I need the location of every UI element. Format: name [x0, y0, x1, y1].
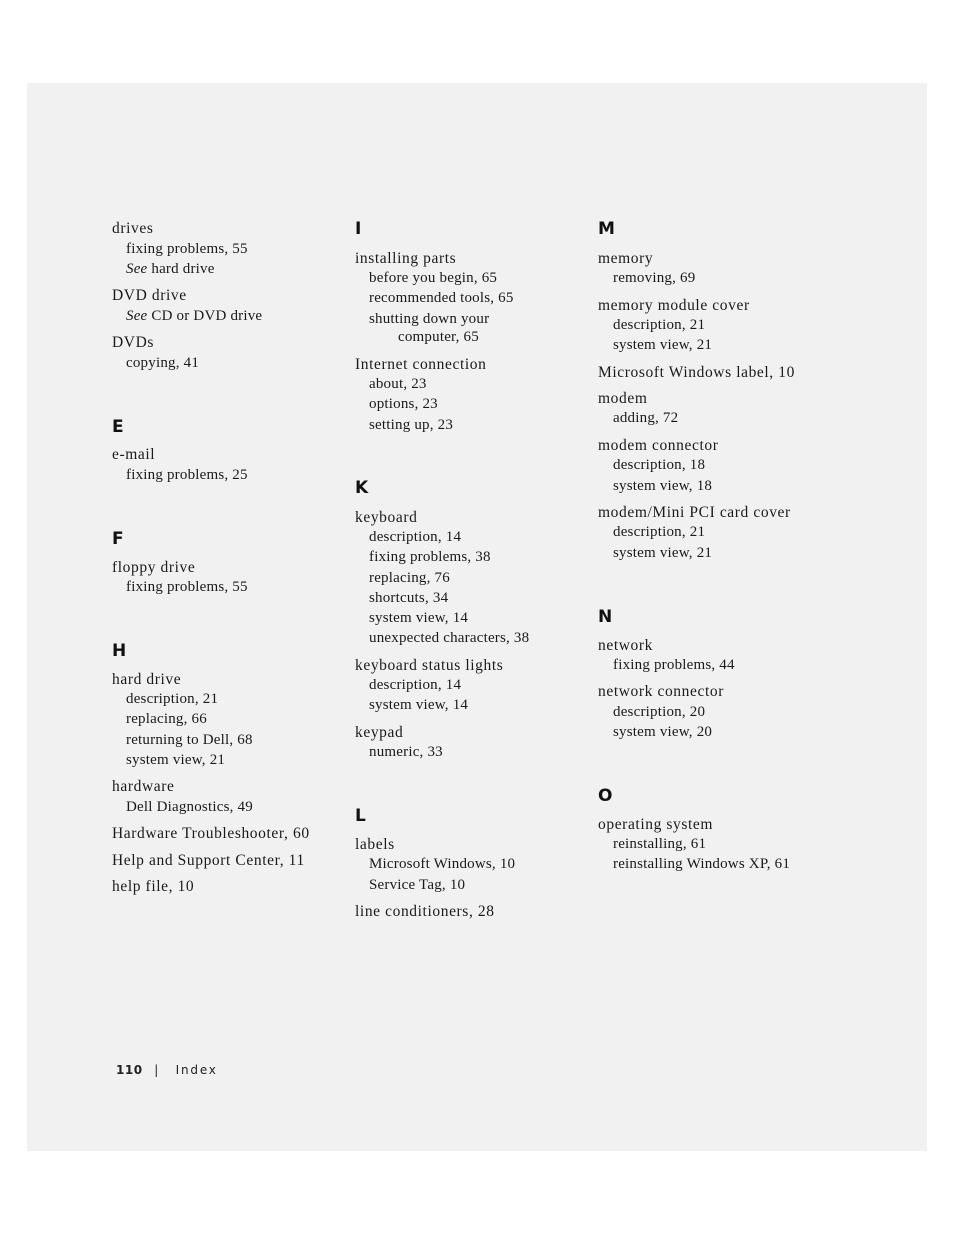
index-subentry: description, 20	[613, 704, 706, 720]
index-subentry-continuation: computer, 65	[398, 329, 479, 345]
section-heading-l: L	[355, 806, 366, 826]
index-subentry: fixing problems, 25	[126, 467, 248, 483]
index-entry: modem	[598, 390, 648, 407]
index-subentry: description, 21	[613, 524, 706, 540]
index-entry: Microsoft Windows label, 10	[598, 364, 795, 381]
index-subentry: setting up, 23	[369, 417, 454, 433]
index-subentry: copying, 41	[126, 355, 200, 371]
index-entry: keypad	[355, 724, 404, 741]
index-page	[27, 83, 927, 1151]
index-entry: floppy drive	[112, 559, 196, 576]
index-entry: help file, 10	[112, 878, 195, 895]
index-subentry: description, 21	[613, 317, 706, 333]
index-subentry: shortcuts, 34	[369, 590, 449, 606]
index-entry: network connector	[598, 683, 724, 700]
index-subentry: system view, 14	[369, 697, 469, 713]
index-entry: DVD drive	[112, 287, 187, 304]
see-target: hard drive	[151, 261, 215, 277]
index-entry: memory	[598, 250, 654, 267]
index-subentry: system view, 21	[126, 752, 226, 768]
section-heading-o: O	[598, 786, 613, 806]
footer-separator: |	[154, 1063, 161, 1077]
index-entry: installing parts	[355, 250, 457, 267]
index-entry: memory module cover	[598, 297, 750, 314]
index-subentry: Dell Diagnostics, 49	[126, 799, 253, 815]
index-subentry: before you begin, 65	[369, 270, 498, 286]
index-subentry: reinstalling Windows XP, 61	[613, 856, 791, 872]
footer-section-label: Index	[175, 1063, 218, 1077]
index-see-reference	[126, 309, 262, 324]
index-subentry: description, 14	[369, 529, 462, 545]
section-heading-i: I	[355, 219, 362, 239]
index-entry: keyboard status lights	[355, 657, 504, 674]
index-entry: keyboard	[355, 509, 418, 526]
section-heading-e: E	[112, 417, 124, 437]
index-entry: modem/Mini PCI card cover	[598, 504, 791, 521]
index-entry: network	[598, 637, 653, 654]
page-number: 110	[116, 1063, 143, 1077]
index-entry: hard drive	[112, 671, 182, 688]
index-subentry: fixing problems, 44	[613, 657, 735, 673]
index-subentry: fixing problems, 55	[126, 579, 248, 595]
section-heading-m: M	[598, 219, 615, 239]
index-entry: e-mail	[112, 446, 156, 463]
see-word: See	[126, 308, 148, 324]
index-subentry: numeric, 33	[369, 744, 443, 760]
index-subentry: Microsoft Windows, 10	[369, 856, 516, 872]
page-footer	[116, 1064, 218, 1076]
index-subentry: description, 18	[613, 457, 706, 473]
index-see-reference	[126, 262, 215, 277]
index-subentry: recommended tools, 65	[369, 290, 514, 306]
index-subentry: removing, 69	[613, 270, 696, 286]
index-entry: operating system	[598, 816, 714, 833]
index-subentry: unexpected characters, 38	[369, 630, 530, 646]
index-subentry: replacing, 66	[126, 711, 207, 727]
section-heading-n: N	[598, 607, 613, 627]
index-subentry: system view, 21	[613, 337, 713, 353]
index-entry: Internet connection	[355, 356, 487, 373]
index-subentry: replacing, 76	[369, 570, 450, 586]
index-subentry: Service Tag, 10	[369, 877, 466, 893]
index-subentry: system view, 14	[369, 610, 469, 626]
index-subentry: system view, 18	[613, 478, 713, 494]
index-subentry: options, 23	[369, 396, 438, 412]
index-entry: drives	[112, 220, 154, 237]
see-word: See	[126, 261, 148, 277]
index-entry: hardware	[112, 778, 175, 795]
section-heading-h: H	[112, 641, 127, 661]
index-entry: DVDs	[112, 334, 155, 351]
index-entry: line conditioners, 28	[355, 903, 495, 920]
see-target: CD or DVD drive	[151, 308, 263, 324]
index-subentry: system view, 21	[613, 545, 713, 561]
index-subentry: reinstalling, 61	[613, 836, 707, 852]
section-heading-f: F	[112, 529, 124, 549]
index-subentry: returning to Dell, 68	[126, 732, 253, 748]
index-subentry: about, 23	[369, 376, 427, 392]
index-entry: Hardware Troubleshooter, 60	[112, 825, 310, 842]
index-subentry: fixing problems, 38	[369, 549, 491, 565]
index-subentry: fixing problems, 55	[126, 241, 248, 257]
section-heading-k: K	[355, 478, 369, 498]
index-subentry: system view, 20	[613, 724, 713, 740]
index-entry: labels	[355, 836, 395, 853]
index-subentry: description, 21	[126, 691, 219, 707]
index-entry: Help and Support Center, 11	[112, 852, 305, 869]
index-subentry: shutting down your	[369, 311, 490, 327]
index-subentry: adding, 72	[613, 410, 679, 426]
index-entry: modem connector	[598, 437, 719, 454]
index-subentry: description, 14	[369, 677, 462, 693]
